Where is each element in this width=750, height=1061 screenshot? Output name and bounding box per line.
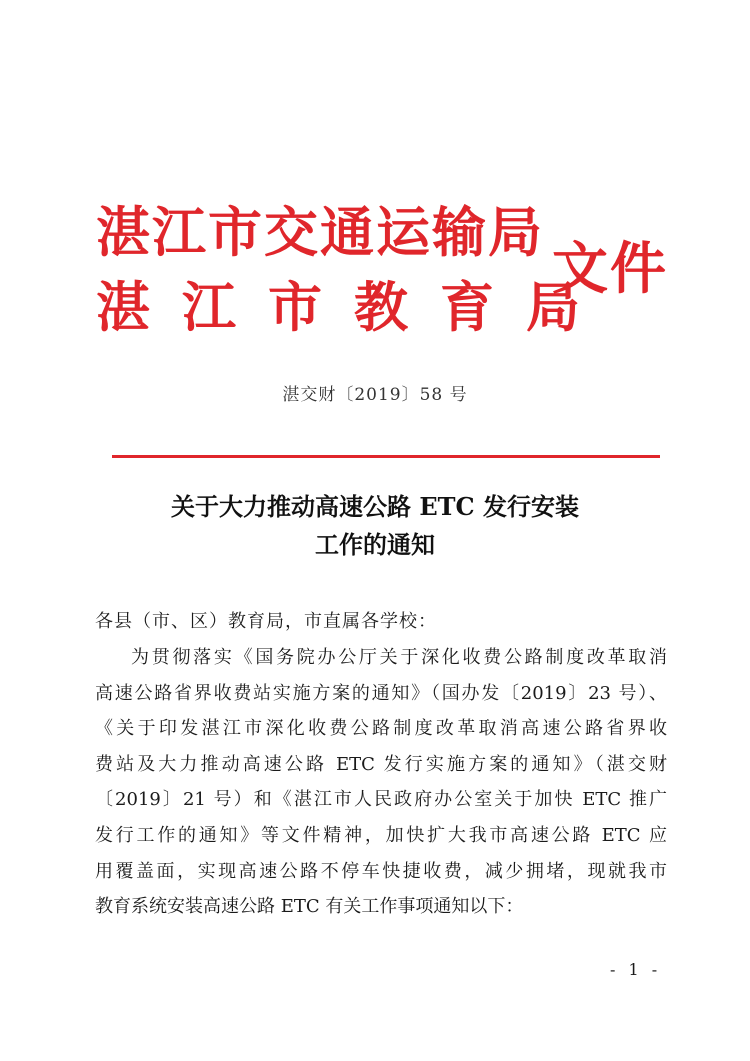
body-line: 《关于印发湛江市深化收费公路制度改革取消高速公路省界收 (95, 718, 667, 740)
letterhead (96, 193, 696, 343)
document-title (0, 488, 750, 564)
doc-type-label: 文件 (552, 237, 668, 302)
page-number: - 1 - (610, 960, 662, 979)
body-line: 教育系统安装高速公路 ETC 有关工作事项通知以下： (95, 896, 524, 918)
body-paragraph (95, 640, 667, 925)
red-divider-line (112, 455, 660, 458)
body-line: 为贯彻落实《国务院办公厅关于深化收费公路制度改革取消 (131, 647, 667, 668)
body-line: 发行工作的通知》等文件精神，加快扩大我市高速公路 ETC 应 (95, 824, 667, 846)
title-line-1: 关于大力推动高速公路 ETC 发行安装 (171, 492, 579, 521)
body-line: 费站及大力推动高速公路 ETC 发行实施方案的通知》（湛交财 (95, 753, 667, 775)
salutation: 各县（市、区）教育局，市直属各学校： (95, 611, 437, 632)
body-line: 〔2019〕21 号）和《湛江市人民政府办公室关于加快 ETC 推广 (95, 789, 667, 811)
title-line-2: 工作的通知 (315, 530, 435, 559)
issuer-transport-bureau: 湛江市交通运输局 (96, 201, 544, 264)
body-line: 用覆盖面，实现高速公路不停车快捷收费，减少拥堵，现就我市 (95, 860, 667, 882)
document-number: 湛交财〔2019〕58 号 (282, 385, 468, 405)
body-line: 高速公路省界收费站实施方案的通知》（国办发〔2019〕23 号）、 (95, 682, 667, 704)
issuer-education-bureau: 湛江市教育局 (96, 276, 612, 339)
